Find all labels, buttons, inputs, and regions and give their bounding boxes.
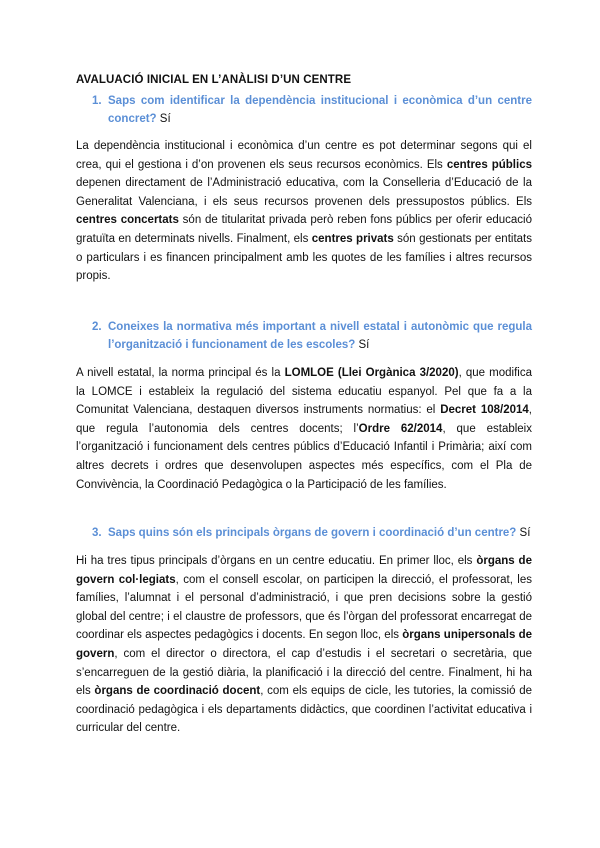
question-text: Saps com identificar la dependència institucional i econòmica d’un centre concret?	[108, 95, 532, 125]
bold-term: LOMLOE (Llei Orgànica 3/2020)	[284, 367, 459, 379]
paragraph-3	[76, 552, 532, 738]
body-text: són de titularitat privada però reben fons públics per oferir educació gratuïta en determinats nivells. Finalment, els	[76, 214, 532, 245]
body-text: , que regula l’autonomia dels centres docents; l’	[76, 404, 532, 435]
body-text: La dependència institucional i econòmica d’un centre es pot determinar segons qui el crea, qui el gestiona i d’on provenen els seus recursos econòmics. Els	[76, 140, 532, 171]
question-number: 1.	[92, 95, 102, 107]
document-title: AVALUACIÓ INICIAL EN L’ANÀLISI D’UN CENTRE	[76, 74, 352, 86]
question-number: 2.	[92, 321, 102, 333]
bold-term: Ordre 62/2014	[358, 422, 443, 435]
paragraph-1	[76, 137, 532, 286]
question-1	[92, 92, 532, 128]
bold-term: centres concertats	[76, 214, 179, 227]
body-text: són gestionats per entitats o particulars i es financen principalment amb les quotes de les famílies i altres recursos propis.	[76, 232, 532, 283]
body-text: Hi ha tres tipus principals d’òrgans en un centre educatiu. En primer lloc, els	[76, 555, 477, 567]
question-3	[92, 524, 532, 542]
question-2	[92, 318, 532, 354]
question-number: 3.	[92, 527, 102, 539]
body-text: , com els equips de cicle, les tutories, la comissió de coordinació pedagògica i els departaments didàctics, que coordinen l’activitat educativa i curricular del centre.	[76, 685, 532, 735]
body-text: , com el director o directora, el cap d’estudis i el secretari o secretària, que s’encarreguen de la gestió diària, la planificació i la direcció del centre. Finalment, hi ha els	[76, 647, 532, 698]
question-text: Saps quins són els principals òrgans de govern i coordinació d’un centre?	[108, 527, 517, 539]
body-text: , com el consell escolar, on participen la direcció, el professorat, les famílies, l’alumnat i el personal d’administració, i que pren decisions sobre la gestió global del centre; i el claustre de professors, que és l’òrgan del professorat encarregat de coordinar els aspectes pedagògics i docents. En segon lloc, els	[76, 573, 532, 642]
bold-term: centres privats	[311, 232, 394, 245]
answer-text: Sí	[159, 113, 171, 125]
answer-text: Sí	[519, 527, 531, 539]
bold-term: centres públics	[446, 158, 532, 171]
question-text: Coneixes la normativa més important a nivell estatal i autonòmic que regula l’organització i funcionament de les escoles?	[108, 321, 532, 351]
answer-text: Sí	[358, 339, 370, 351]
body-text: , que estableix l’organització i funcionament dels centres públics d’Educació Infantil i Primària; així com altres decrets i ordres que desenvolupen aspectes més específics, com el Pla de Convivència, la Coordinació Pedagògica o la Participació de les famílies.	[76, 422, 532, 491]
bold-term: Decret 108/2014	[440, 404, 529, 417]
bold-term: òrgans de coordinació docent	[94, 685, 261, 698]
paragraph-2	[76, 364, 532, 494]
body-text: depenen directament de l’Administració educativa, com la Conselleria d’Educació de la Generalitat Valenciana, i els seus recursos provenen dels pressupostos públics. Els	[76, 177, 532, 208]
body-text: A nivell estatal, la norma principal és la	[76, 367, 285, 379]
bold-term: òrgans de govern col·legiats	[76, 555, 532, 586]
body-text: , que modifica la LOMCE i estableix la regulació del sistema educatiu espanyol. Pel que fa a la Comunitat Valenciana, destaquen diversos instruments normatius: el	[76, 367, 532, 417]
bold-term: òrgans unipersonals de govern	[76, 629, 532, 660]
